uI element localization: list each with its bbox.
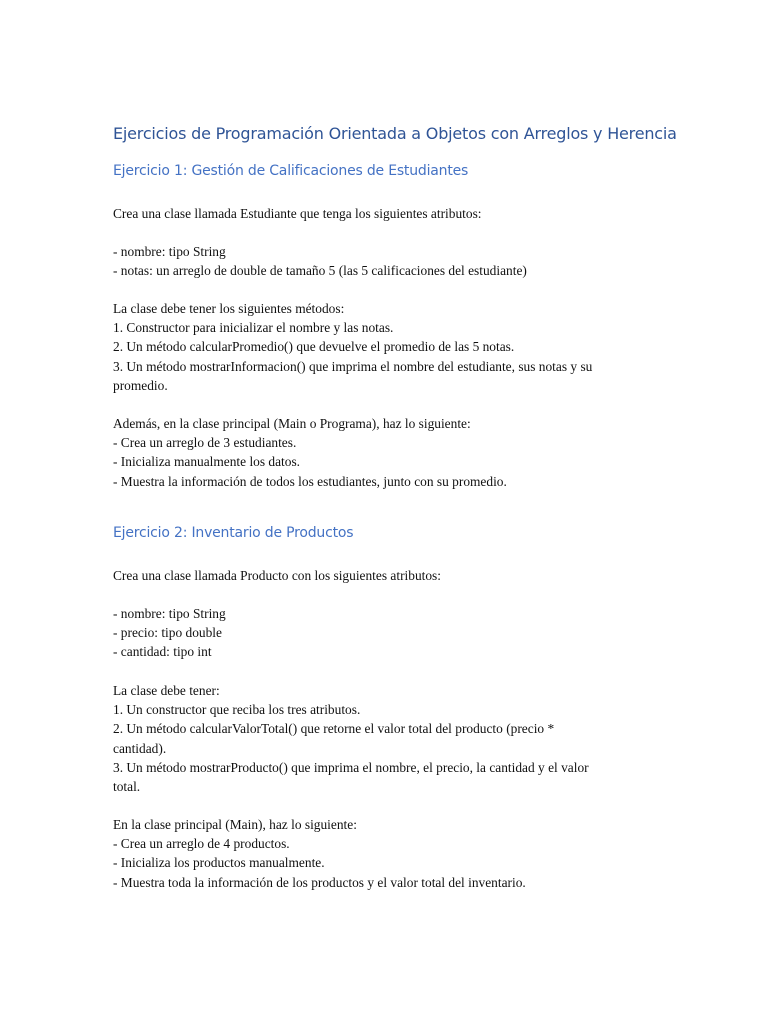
method-line: La clase debe tener: [113, 683, 220, 698]
exercise-1-attributes [113, 242, 653, 280]
instruction-line: - Crea un arreglo de 3 estudiantes. [113, 435, 297, 451]
attribute-line: - nombre: tipo String [113, 606, 226, 621]
method-line: promedio. [113, 377, 168, 393]
method-line: 3. Un método mostrarProducto() que imprima el nombre, el precio, la cantidad y el valor [113, 759, 589, 775]
instruction-line: - Muestra toda la información de los productos y el valor total del inventario. [113, 874, 526, 890]
attribute-line: - precio: tipo double [113, 625, 222, 641]
paragraph-line: Crea una clase llamada Estudiante que tenga los siguientes atributos: [113, 206, 482, 221]
attribute-line: - nombre: tipo String [113, 244, 226, 259]
method-line: 2. Un método calcularValorTotal() que retorne el valor total del producto (precio * [113, 721, 555, 737]
exercise-2-attributes [113, 604, 653, 662]
exercise-1-heading: Ejercicio 1: Gestión de Calificaciones de Estudiantes [113, 163, 469, 179]
instruction-line: - Muestra la información de todos los estudiantes, junto con su promedio. [113, 473, 507, 489]
document-title: Ejercicios de Programación Orientada a Objetos con Arreglos y Herencia [113, 124, 677, 143]
method-line: 2. Un método calcularPromedio() que devuelve el promedio de las 5 notas. [113, 339, 515, 355]
method-line: 3. Un método mostrarInformacion() que imprima el nombre del estudiante, sus notas y su [113, 358, 593, 374]
method-line: total. [113, 779, 141, 795]
attribute-line: - cantidad: tipo int [113, 644, 212, 660]
method-line: 1. Un constructor que reciba los tres atributos. [113, 702, 361, 718]
exercise-1-intro [113, 204, 653, 223]
method-line: 1. Constructor para inicializar el nombre y las notas. [113, 320, 394, 336]
exercise-1-main-instructions [113, 414, 653, 491]
method-line: La clase debe tener los siguientes métodos: [113, 301, 345, 316]
instruction-line: - Inicializa los productos manualmente. [113, 855, 325, 871]
attribute-line: - notas: un arreglo de double de tamaño 5 (las 5 calificaciones del estudiante) [113, 263, 527, 279]
paragraph-line: Crea una clase llamada Producto con los siguientes atributos: [113, 568, 441, 583]
exercise-2-main-instructions [113, 815, 653, 892]
instruction-line: - Inicializa manualmente los datos. [113, 454, 301, 470]
instruction-line: - Crea un arreglo de 4 productos. [113, 836, 290, 852]
exercise-1-methods [113, 299, 653, 395]
exercise-2-methods [113, 681, 653, 796]
exercise-2-heading: Ejercicio 2: Inventario de Productos [113, 525, 354, 541]
method-line: cantidad). [113, 740, 167, 756]
exercise-2-intro [113, 566, 653, 585]
instruction-line: En la clase principal (Main), haz lo siguiente: [113, 817, 357, 832]
instruction-line: Además, en la clase principal (Main o Programa), haz lo siguiente: [113, 416, 471, 431]
